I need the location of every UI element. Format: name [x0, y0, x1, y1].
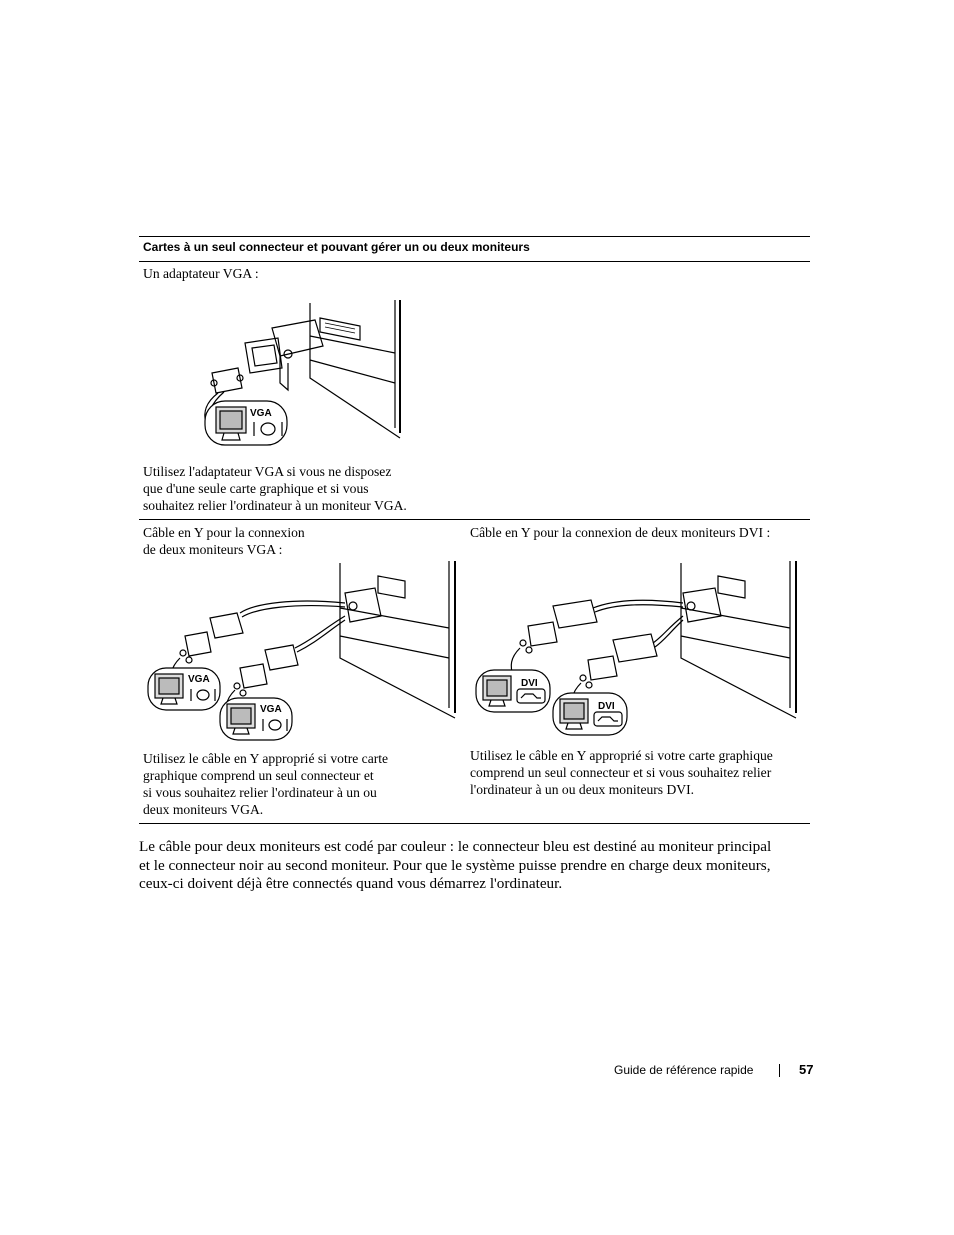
vga-adapter-illustration: [200, 298, 405, 450]
footer-separator: [779, 1064, 780, 1077]
table-bottom-rule: [139, 823, 810, 824]
cell-vga-y-cable-heading: Câble en Y pour la connexion de deux moniteurs VGA :: [143, 525, 305, 557]
table-row-rule: [139, 519, 810, 520]
footer-guide-title: Guide de référence rapide: [614, 1063, 754, 1077]
cell-dvi-y-cable-caption: Utilisez le câble en Y approprié si votre carte graphique comprend un seul connecteur et si vous souhaitez relier l'ordinateur à un ou deux moniteurs DVI.: [470, 748, 773, 797]
cell-dvi-y-cable-heading: Câble en Y pour la connexion de deux moniteurs DVI :: [470, 525, 771, 540]
dvi-port-icon: [553, 600, 597, 628]
vga-port-icon: [210, 613, 243, 638]
table-header-rule: [139, 261, 810, 262]
cell-vga-adapter-heading: Un adaptateur VGA :: [143, 266, 259, 281]
graphics-card-bracket-icon: [681, 561, 796, 718]
vga-port-icon: [252, 345, 277, 366]
monitor-label: VGA: [260, 704, 282, 715]
table-title: Cartes à un seul connecteur et pouvant gérer un ou deux moniteurs: [143, 240, 530, 254]
cell-vga-adapter-caption: Utilisez l'adaptateur VGA si vous ne disposez que d'une seule carte graphique et si vous souhaitez relier l'ordinateur à un moniteur VGA.: [143, 464, 407, 513]
graphics-card-bracket-icon: [340, 561, 455, 718]
color-coding-paragraph: Le câble pour deux moniteurs est codé par couleur : le connecteur bleu est destiné au moniteur principal et le connecteur noir au second moniteur. Pour que le système puisse prendre en charge deux moniteurs, ceux-ci doivent déjà être connectés quand vous démarrez l'ordinateur.: [139, 838, 772, 893]
dvi-y-cable-illustration: [473, 558, 800, 743]
monitor-label: DVI: [598, 701, 615, 712]
graphics-card-bracket-icon: [310, 300, 400, 438]
monitor-label: VGA: [250, 408, 272, 419]
page-number: 57: [799, 1062, 814, 1077]
cell-vga-y-cable-caption: Utilisez le câble en Y approprié si votre carte graphique comprend un seul connecteur et si vous souhaitez relier l'ordinateur à un ou deux moniteurs VGA.: [143, 751, 389, 817]
monitor-label: VGA: [188, 674, 210, 685]
vga-y-cable-illustration: [145, 558, 460, 743]
monitor-label: DVI: [521, 678, 538, 689]
table-top-rule: [139, 236, 810, 237]
